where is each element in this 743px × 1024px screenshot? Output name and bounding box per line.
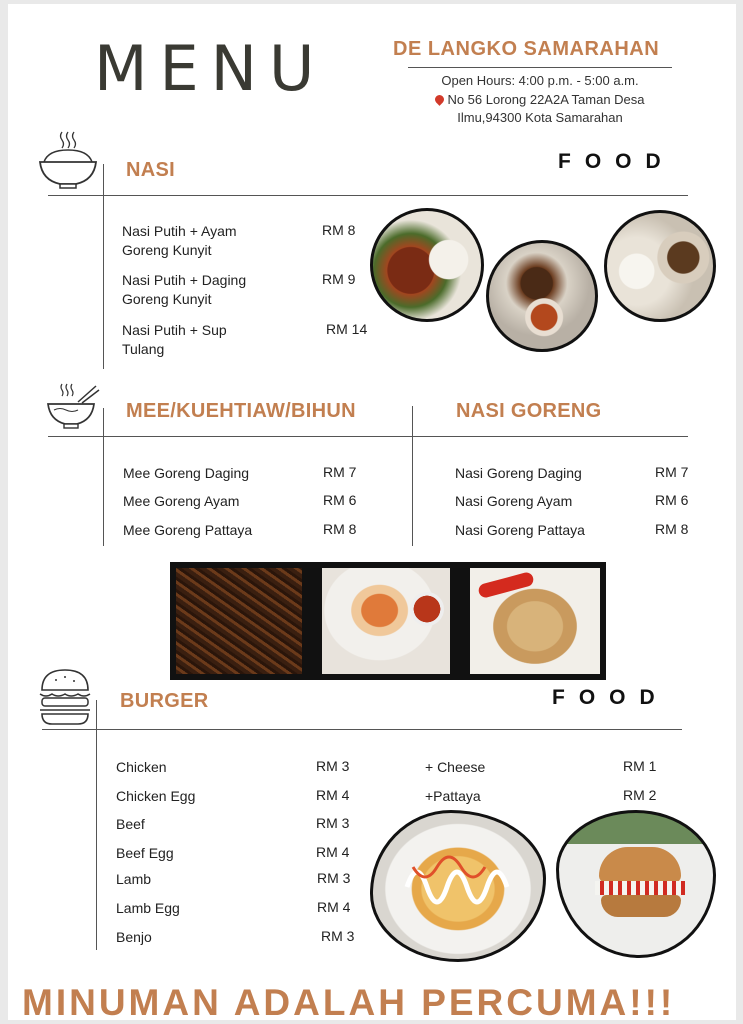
address-line-2: Ilmu,94300 Kota Samarahan <box>457 110 623 125</box>
column-divider <box>412 406 413 546</box>
sambal-dish <box>410 592 444 626</box>
page-title: MENU <box>94 32 327 105</box>
rice-bowl-icon <box>36 128 100 192</box>
noodle-bowl-icon <box>44 382 100 436</box>
chili-garnish <box>477 571 535 599</box>
nasi-photo-daging <box>486 240 598 352</box>
burger-food-label: FOOD <box>552 686 669 709</box>
photo-strip <box>170 562 606 680</box>
kuehtiaw-photo <box>322 568 450 674</box>
burger-bun-top <box>599 847 681 883</box>
item-price: RM 4 <box>316 844 350 860</box>
menu-page <box>8 4 736 1020</box>
item-price: RM 6 <box>655 492 689 508</box>
item-price: RM 3 <box>317 870 351 886</box>
item-price: RM 6 <box>323 492 357 508</box>
nasi-food-label: FOOD <box>558 150 675 173</box>
addon-item: +Pattaya <box>425 788 481 804</box>
mee-vertical-rule <box>103 408 104 546</box>
list-item: Nasi Goreng Pattaya <box>455 522 585 538</box>
addon-item: + Cheese <box>425 759 486 775</box>
location-pin-icon <box>434 93 447 106</box>
list-item: Lamb <box>116 871 152 887</box>
burger-divider <box>42 729 682 730</box>
nasi-heading: NASI <box>126 159 175 181</box>
burger-photo-cheese <box>370 810 546 962</box>
list-item: Nasi Putih + Sup Tulang RM 14 <box>122 321 368 357</box>
item-price: RM 8 <box>655 521 689 537</box>
mee-heading: MEE/KUEHTIAW/BIHUN <box>126 400 356 422</box>
mee-divider <box>48 436 688 437</box>
list-item: Beef <box>116 816 145 832</box>
list-item: Nasi Putih + Daging Goreng Kunyit RM 9 <box>122 271 356 307</box>
item-price: RM 8 <box>322 222 356 238</box>
list-item: Mee Goreng Ayam <box>123 493 240 509</box>
nasi-photo-ayam <box>370 208 484 322</box>
list-item: Mee Goreng Daging <box>123 465 250 481</box>
nasi-goreng-heading: NASI GORENG <box>456 400 602 422</box>
item-price: RM 4 <box>316 787 350 803</box>
burger-heading: BURGER <box>120 690 209 712</box>
item-price: RM 3 <box>321 928 355 944</box>
burger-filling <box>595 881 685 895</box>
list-item: Nasi Putih + Ayam Goreng Kunyit RM 8 <box>122 222 356 258</box>
addon-price: RM 1 <box>623 758 657 774</box>
nasi-goreng-photo <box>470 568 600 674</box>
item-price: RM 7 <box>323 464 357 480</box>
item-price: RM 4 <box>317 899 351 915</box>
list-item: Chicken <box>116 759 167 775</box>
nasi-photo-sup <box>604 210 716 322</box>
list-item: Benjo <box>116 929 152 945</box>
list-item: Nasi Goreng Ayam <box>455 493 573 509</box>
item-price: RM 8 <box>323 521 357 537</box>
restaurant-name: DE LANGKO SAMARAHAN <box>393 38 660 60</box>
free-drinks-banner: MINUMAN ADALAH PERCUMA!!! <box>22 982 676 1020</box>
list-item: Chicken Egg <box>116 788 196 804</box>
item-price: RM 3 <box>316 758 350 774</box>
nasi-divider <box>48 195 688 196</box>
list-item: Lamb Egg <box>116 900 180 916</box>
burger-icon <box>38 668 92 728</box>
list-item: Nasi Goreng Daging <box>455 465 582 481</box>
item-price: RM 9 <box>322 271 356 287</box>
burger-bun-bottom <box>601 895 681 917</box>
item-price: RM 14 <box>326 321 368 337</box>
nasi-vertical-rule <box>103 164 104 369</box>
list-item: Mee Goreng Pattaya <box>123 522 253 538</box>
burger-photo-classic <box>556 810 716 958</box>
addon-price: RM 2 <box>623 787 657 803</box>
address-line-1: No 56 Lorong 22A2A Taman Desa <box>408 92 672 107</box>
header-divider <box>408 67 672 68</box>
item-price: RM 7 <box>655 464 689 480</box>
open-hours: Open Hours: 4:00 p.m. - 5:00 a.m. <box>441 73 639 88</box>
list-item: Beef Egg <box>116 845 174 861</box>
mee-photo <box>176 568 302 674</box>
sauce-drizzle <box>403 847 513 917</box>
burger-vertical-rule <box>96 700 97 950</box>
item-price: RM 3 <box>316 815 350 831</box>
